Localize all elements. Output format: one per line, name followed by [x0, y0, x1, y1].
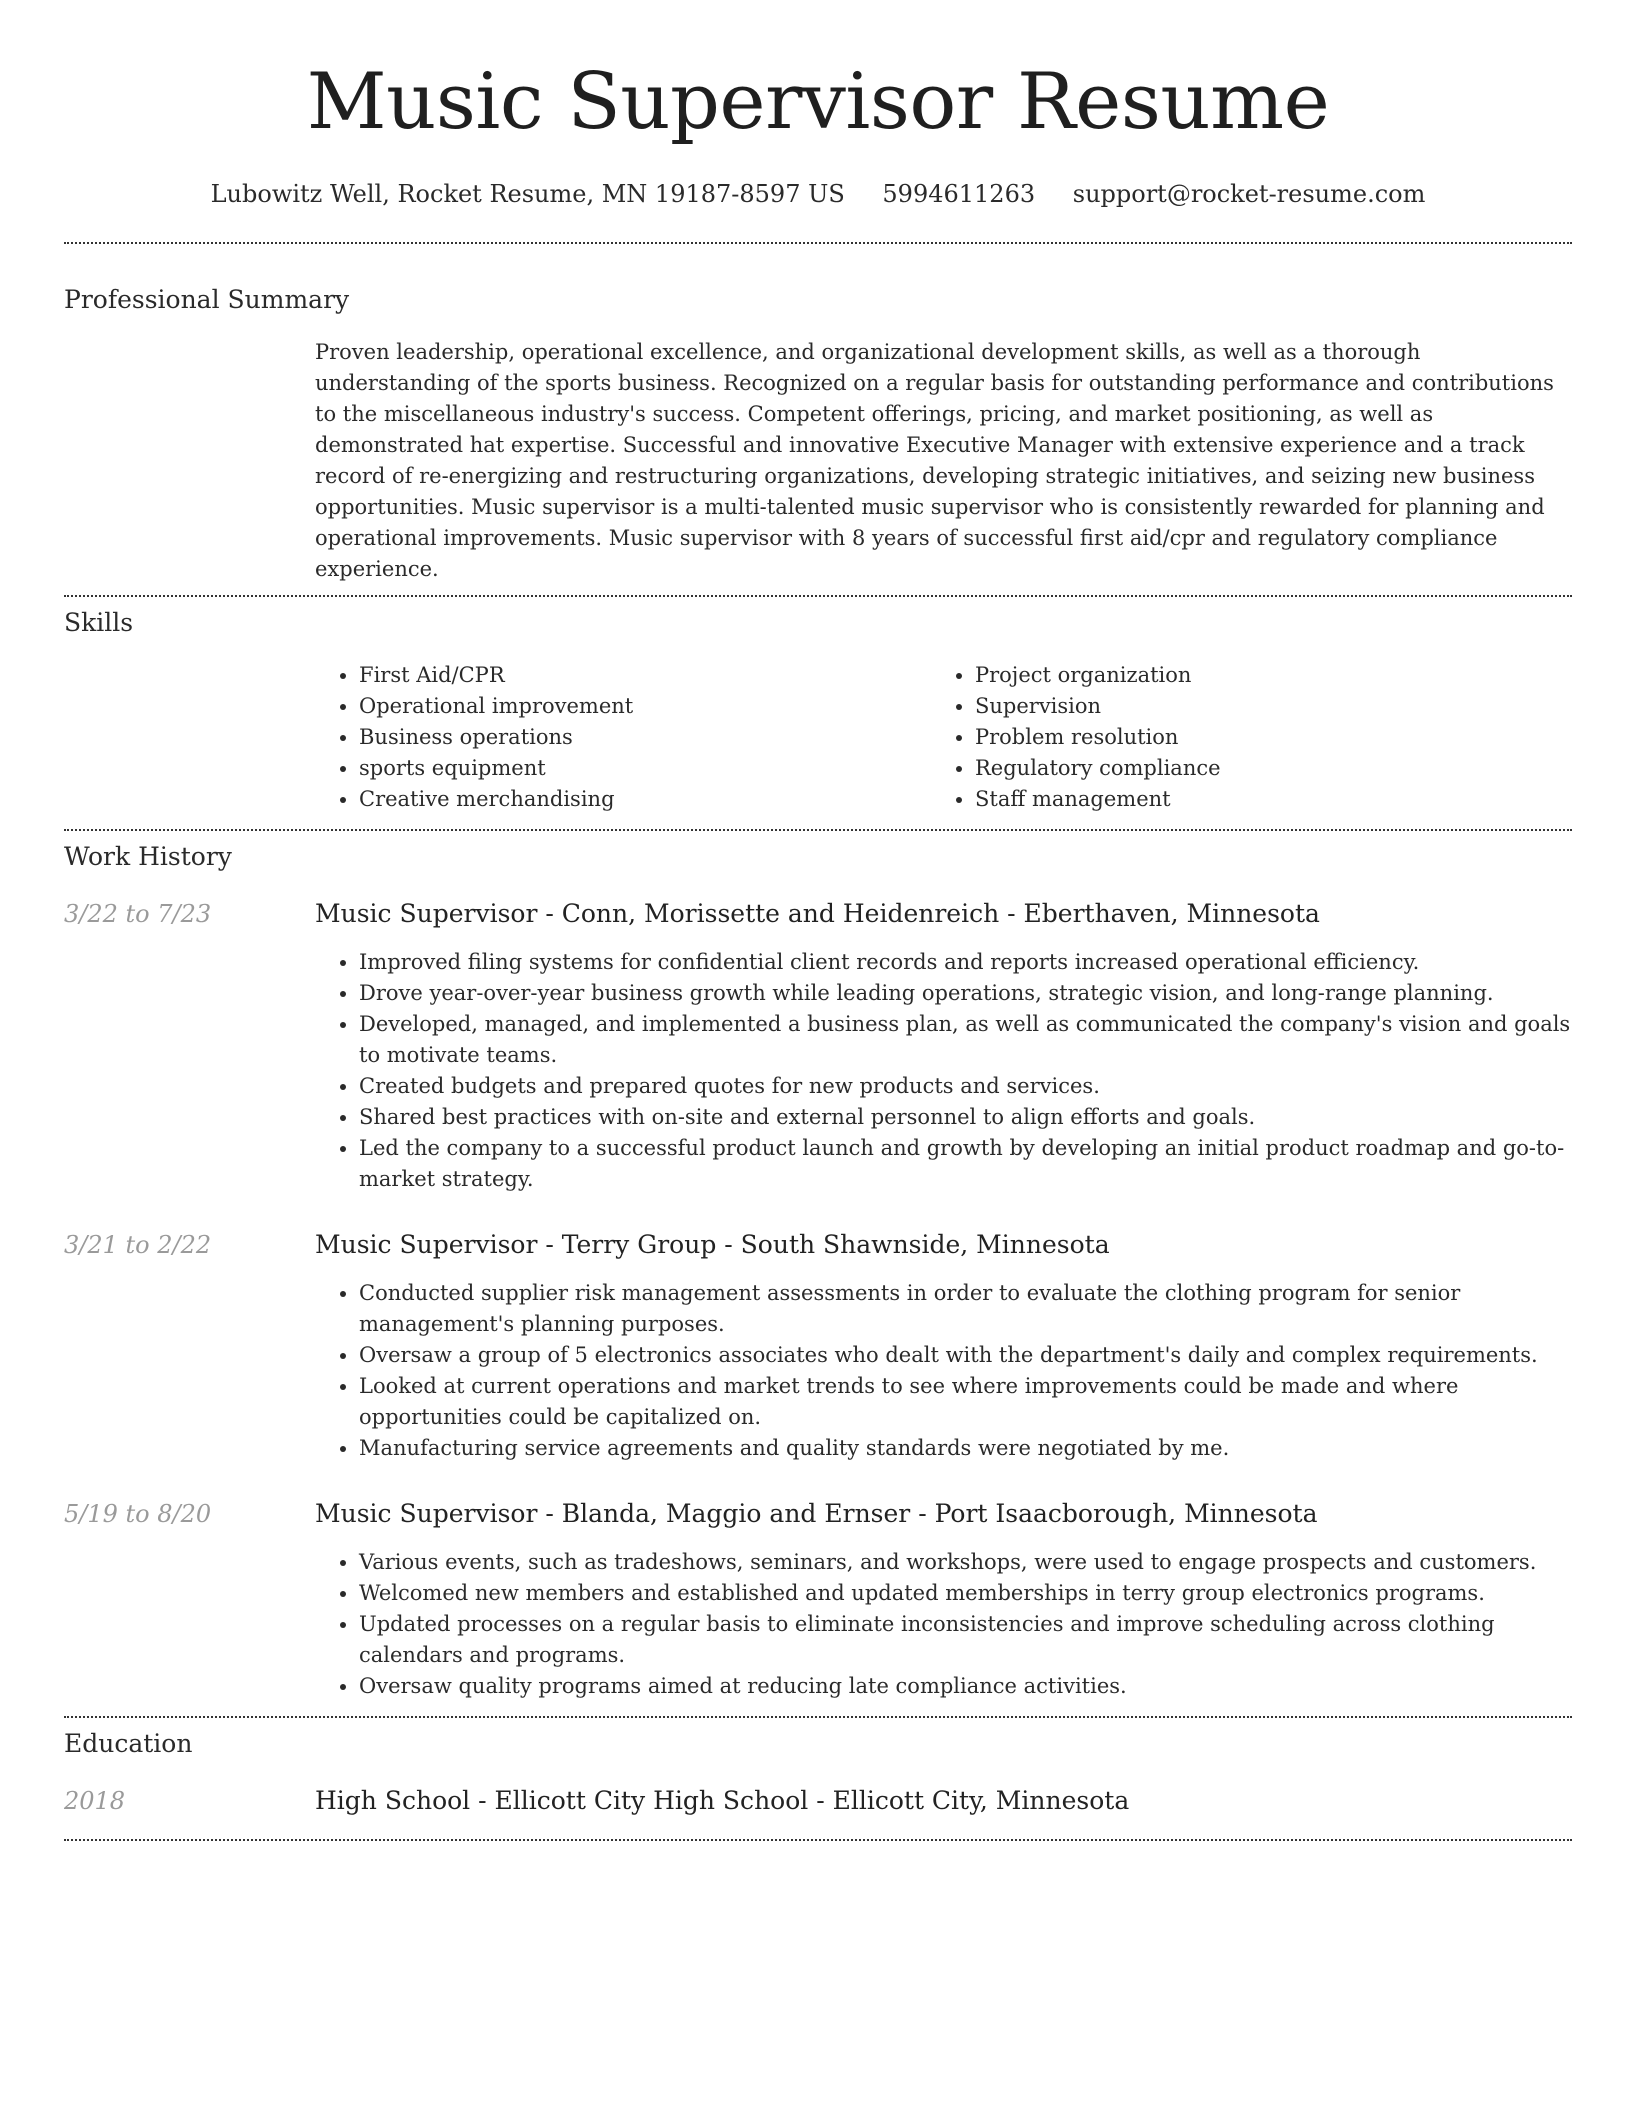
job-entry — [64, 1229, 1572, 1464]
job-dates: 3/22 to 7/23 — [64, 900, 212, 928]
skill-item: • Business operations — [359, 722, 931, 753]
education-details — [315, 1785, 1572, 1817]
job-bullet: • Oversaw a group of 5 electronics associates who dealt with the department's daily and complex requirements. — [359, 1340, 1572, 1371]
job-entry — [64, 1498, 1572, 1702]
job-bullets — [315, 1547, 1572, 1702]
job-bullet: • Looked at current operations and market trends to see where improvements could be made and where opportunities could be capitalized on. — [359, 1371, 1572, 1433]
divider — [64, 829, 1572, 831]
contact-email: support@rocket-resume.com — [1072, 180, 1426, 208]
contact-address: Lubowitz Well, Rocket Resume, MN 19187-8597 US — [210, 180, 845, 208]
divider — [64, 595, 1572, 597]
divider — [64, 242, 1572, 244]
section-heading-summary: Professional Summary — [64, 285, 350, 314]
resume-title: Music Supervisor Resume — [306, 57, 1330, 147]
skill-item: • Operational improvement — [359, 691, 931, 722]
job-dates: 5/19 to 8/20 — [64, 1500, 212, 1528]
job-dates: 3/21 to 2/22 — [64, 1231, 212, 1259]
skill-item: • sports equipment — [359, 753, 931, 784]
section-heading-work-history: Work History — [64, 842, 232, 871]
skill-item: • Problem resolution — [975, 722, 1547, 753]
resume-page — [64, 0, 1572, 1841]
job-details — [315, 898, 1572, 1195]
skills-list — [315, 660, 1572, 815]
skill-item: • Creative merchandising — [359, 784, 931, 815]
skill-item: • Project organization — [975, 660, 1547, 691]
job-bullet: • Various events, such as tradeshows, seminars, and workshops, were used to engage prospects and customers. — [359, 1547, 1572, 1578]
job-bullet: • Oversaw quality programs aimed at reducing late compliance activities. — [359, 1671, 1572, 1702]
job-bullets — [315, 1278, 1572, 1464]
job-bullet: • Created budgets and prepared quotes for new products and services. — [359, 1071, 1572, 1102]
job-bullet: • Conducted supplier risk management assessments in order to evaluate the clothing program for senior management's planning purposes. — [359, 1278, 1572, 1340]
skill-item: • Staff management — [975, 784, 1547, 815]
contact-line — [64, 178, 1572, 210]
skills-column-left — [315, 660, 931, 815]
skills-column-right — [931, 660, 1547, 815]
education-entry — [64, 1785, 1572, 1817]
job-title: Music Supervisor - Blanda, Maggio and Ernser - Port Isaacborough, Minnesota — [315, 1499, 1318, 1528]
section-heading-education: Education — [64, 1729, 193, 1758]
job-bullet: • Developed, managed, and implemented a business plan, as well as communicated the company's vision and goals to motivate teams. — [359, 1009, 1572, 1071]
education-title: High School - Ellicott City High School - Ellicott City, Minnesota — [315, 1786, 1130, 1815]
job-title: Music Supervisor - Conn, Morissette and Heidenreich - Eberthaven, Minnesota — [315, 899, 1320, 928]
section-heading-skills: Skills — [64, 608, 134, 637]
job-title: Music Supervisor - Terry Group - South Shawnside, Minnesota — [315, 1230, 1110, 1259]
divider — [64, 1839, 1572, 1841]
skill-item: • Supervision — [975, 691, 1547, 722]
skill-item: • Regulatory compliance — [975, 753, 1547, 784]
job-bullet: • Manufacturing service agreements and quality standards were negotiated by me. — [359, 1433, 1572, 1464]
job-bullet: • Shared best practices with on-site and external personnel to align efforts and goals. — [359, 1102, 1572, 1133]
education-year: 2018 — [64, 1787, 126, 1815]
job-entry — [64, 898, 1572, 1195]
divider — [64, 1716, 1572, 1718]
job-bullet: • Led the company to a successful product launch and growth by developing an initial product roadmap and go-to-market strategy. — [359, 1133, 1572, 1195]
job-bullet: • Updated processes on a regular basis to eliminate inconsistencies and improve scheduling across clothing calendars and programs. — [359, 1609, 1572, 1671]
job-bullet: • Welcomed new members and established and updated memberships in terry group electronics programs. — [359, 1578, 1572, 1609]
skill-item: • First Aid/CPR — [359, 660, 931, 691]
summary-text: Proven leadership, operational excellence, and organizational development skills, as well as a thorough understanding of the sports business. Recognized on a regular basis for outstanding performance and contributions to the miscellaneous industry's success. Competent offerings, pricing, and market positioning, as well as demonstrated hat expertise. Successful and innovative Executive Manager with extensive experience and a track record of re-energizing and restructuring organizations, developing strategic initiatives, and seizing new business opportunities. Music supervisor is a multi-talented music supervisor who is consistently rewarded for planning and operational improvements. Music supervisor with 8 years of successful first aid/cpr and regulatory compliance experience. — [315, 340, 1554, 581]
job-bullet: • Drove year-over-year business growth while leading operations, strategic vision, and long-range planning. — [359, 978, 1572, 1009]
job-bullet: • Improved filing systems for confidential client records and reports increased operational efficiency. — [359, 947, 1572, 978]
contact-phone: 5994611263 — [882, 180, 1036, 208]
job-details — [315, 1229, 1572, 1464]
job-details — [315, 1498, 1572, 1702]
job-bullets — [315, 947, 1572, 1195]
